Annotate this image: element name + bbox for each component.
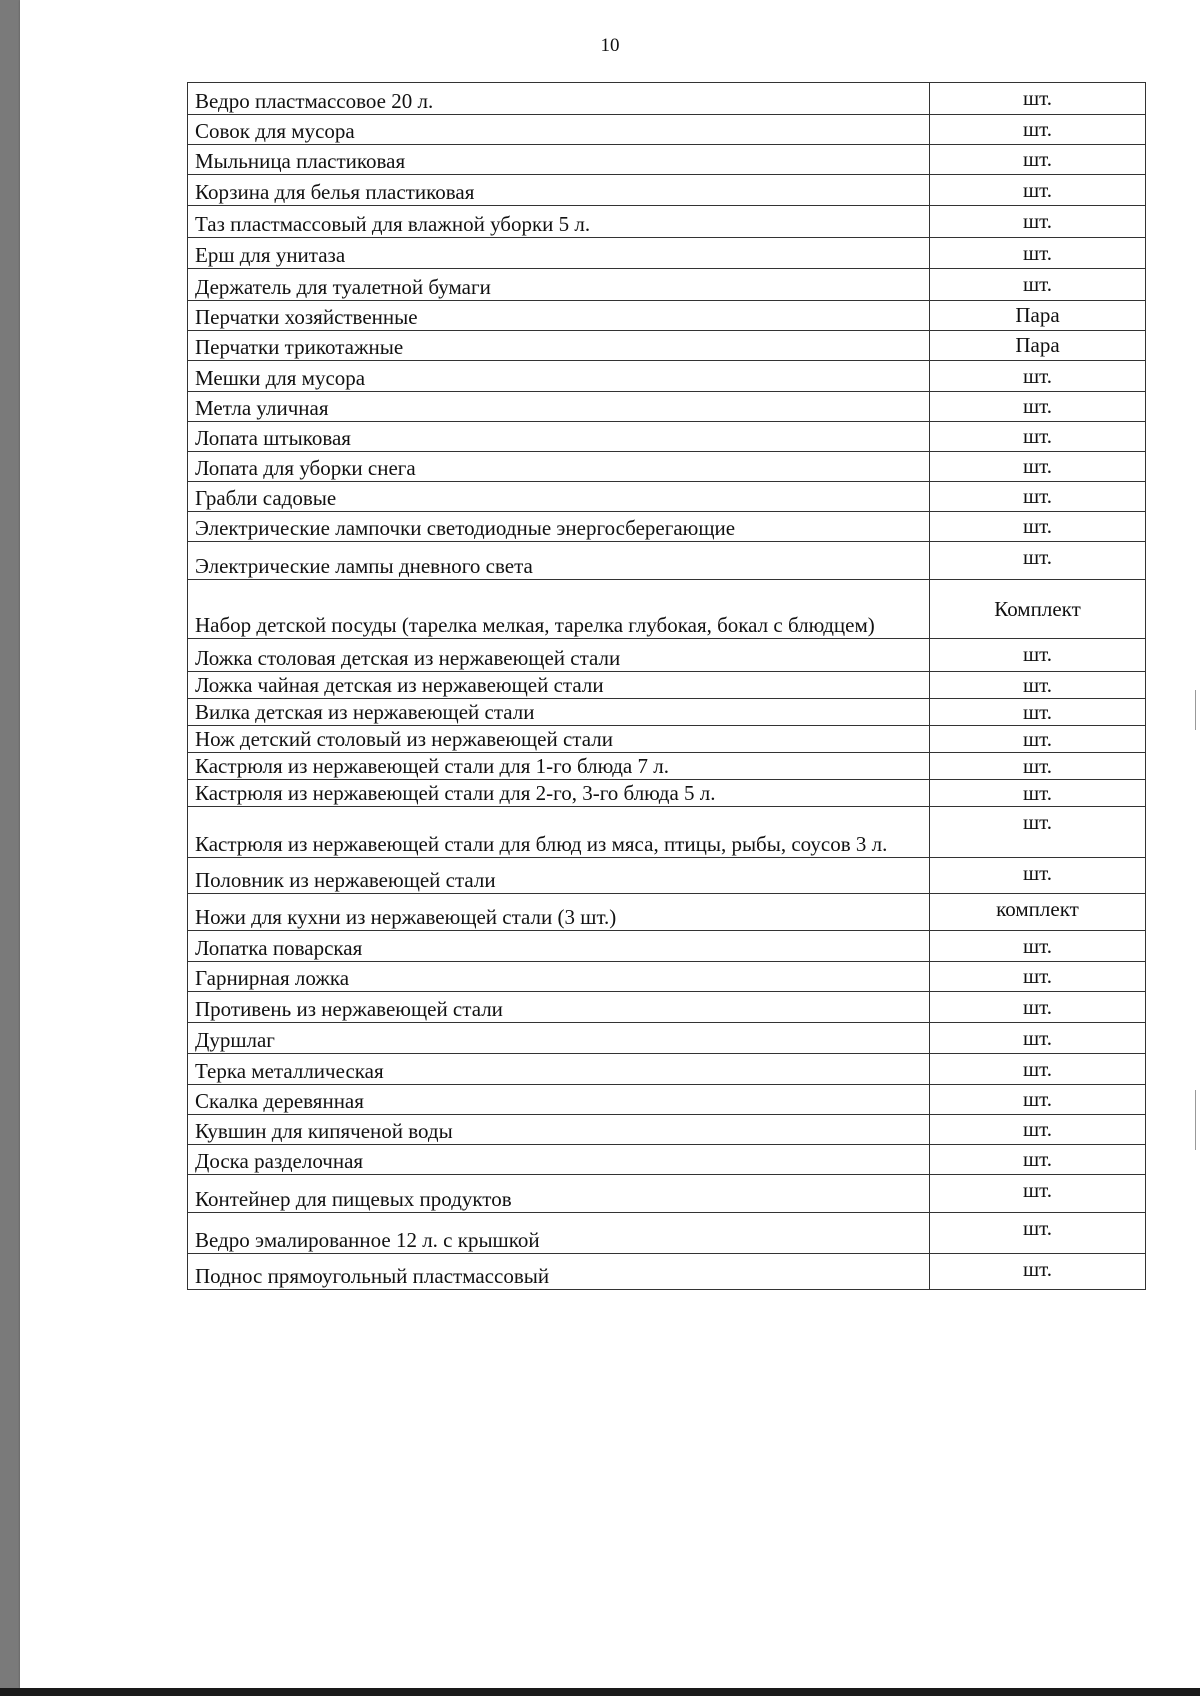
- item-name-cell: Кастрюля из нержавеющей стали для 1-го блюда 7 л.: [188, 753, 930, 780]
- item-name-cell: Гарнирная ложка: [188, 962, 930, 992]
- item-name-cell: Нож детский столовый из нержавеющей стали: [188, 726, 930, 753]
- item-name-cell: Вилка детская из нержавеющей стали: [188, 699, 930, 726]
- table-row: [188, 699, 1146, 726]
- table-row: [188, 361, 1146, 392]
- item-name-cell: Электрические лампочки светодиодные энергосберегающие: [188, 512, 930, 542]
- table-row: [188, 331, 1146, 361]
- item-unit-cell: шт.: [930, 699, 1146, 726]
- item-unit-cell: комплект: [930, 894, 1146, 931]
- table-row: [188, 301, 1146, 331]
- item-unit-cell: шт.: [930, 145, 1146, 175]
- item-unit-cell: Пара: [930, 301, 1146, 331]
- item-unit-cell: шт.: [930, 1085, 1146, 1115]
- item-name-cell: Электрические лампы дневного света: [188, 542, 930, 580]
- table-row: [188, 1213, 1146, 1254]
- item-unit-cell: шт.: [930, 1145, 1146, 1175]
- item-unit-cell: шт.: [930, 392, 1146, 422]
- item-name-cell: Мыльница пластиковая: [188, 145, 930, 175]
- items-table-body: [188, 83, 1146, 1290]
- item-name-cell: Ложка столовая детская из нержавеющей стали: [188, 639, 930, 672]
- document-page: [20, 0, 1200, 1688]
- table-row: [188, 992, 1146, 1023]
- item-name-cell: Ерш для унитаза: [188, 238, 930, 269]
- item-name-cell: Лопата для уборки снега: [188, 452, 930, 482]
- table-row: [188, 175, 1146, 206]
- table-row: [188, 145, 1146, 175]
- item-unit-cell: шт.: [930, 858, 1146, 894]
- item-name-cell: Набор детской посуды (тарелка мелкая, тарелка глубокая, бокал с блюдцем): [188, 580, 930, 639]
- table-row: [188, 1054, 1146, 1085]
- item-name-cell: Таз пластмассовый для влажной уборки 5 л.: [188, 206, 930, 238]
- table-row: [188, 1115, 1146, 1145]
- item-name-cell: Кастрюля из нержавеющей стали для 2-го, 3-го блюда 5 л.: [188, 780, 930, 807]
- table-row: [188, 753, 1146, 780]
- item-name-cell: Держатель для туалетной бумаги: [188, 269, 930, 301]
- item-unit-cell: шт.: [930, 482, 1146, 512]
- table-row: [188, 807, 1146, 858]
- table-row: [188, 238, 1146, 269]
- item-name-cell: Кувшин для кипяченой воды: [188, 1115, 930, 1145]
- item-name-cell: Поднос прямоугольный пластмассовый: [188, 1254, 930, 1290]
- table-row: [188, 639, 1146, 672]
- scan-edge-mark: [1195, 690, 1196, 730]
- table-row: [188, 1175, 1146, 1213]
- item-unit-cell: шт.: [930, 1254, 1146, 1290]
- item-name-cell: Ложка чайная детская из нержавеющей стали: [188, 672, 930, 699]
- item-unit-cell: шт.: [930, 361, 1146, 392]
- item-unit-cell: шт.: [930, 512, 1146, 542]
- item-unit-cell: шт.: [930, 206, 1146, 238]
- item-unit-cell: шт.: [930, 238, 1146, 269]
- item-name-cell: Дуршлаг: [188, 1023, 930, 1054]
- item-name-cell: Перчатки трикотажные: [188, 331, 930, 361]
- item-name-cell: Мешки для мусора: [188, 361, 930, 392]
- table-row: [188, 780, 1146, 807]
- item-unit-cell: шт.: [930, 1023, 1146, 1054]
- item-unit-cell: шт.: [930, 422, 1146, 452]
- item-name-cell: Контейнер для пищевых продуктов: [188, 1175, 930, 1213]
- item-unit-cell: шт.: [930, 753, 1146, 780]
- item-unit-cell: шт.: [930, 992, 1146, 1023]
- item-unit-cell: шт.: [930, 115, 1146, 145]
- table-row: [188, 1085, 1146, 1115]
- item-name-cell: Грабли садовые: [188, 482, 930, 512]
- item-unit-cell: шт.: [930, 452, 1146, 482]
- item-name-cell: Лопата штыковая: [188, 422, 930, 452]
- table-row: [188, 542, 1146, 580]
- item-unit-cell: шт.: [930, 726, 1146, 753]
- item-name-cell: Метла уличная: [188, 392, 930, 422]
- item-name-cell: Совок для мусора: [188, 115, 930, 145]
- page-bottom-edge: [0, 1688, 1200, 1696]
- item-unit-cell: шт.: [930, 269, 1146, 301]
- table-row: [188, 452, 1146, 482]
- table-row: [188, 512, 1146, 542]
- table-row: [188, 672, 1146, 699]
- item-unit-cell: шт.: [930, 1054, 1146, 1085]
- item-name-cell: Половник из нержавеющей стали: [188, 858, 930, 894]
- item-unit-cell: шт.: [930, 780, 1146, 807]
- item-name-cell: Противень из нержавеющей стали: [188, 992, 930, 1023]
- item-unit-cell: шт.: [930, 83, 1146, 115]
- item-unit-cell: шт.: [930, 962, 1146, 992]
- item-name-cell: Терка металлическая: [188, 1054, 930, 1085]
- table-row: [188, 482, 1146, 512]
- table-row: [188, 1145, 1146, 1175]
- item-name-cell: Корзина для белья пластиковая: [188, 175, 930, 206]
- table-row: [188, 1023, 1146, 1054]
- table-row: [188, 894, 1146, 931]
- page-number: 10: [600, 35, 620, 56]
- item-name-cell: Скалка деревянная: [188, 1085, 930, 1115]
- item-unit-cell: шт.: [930, 672, 1146, 699]
- item-unit-cell: шт.: [930, 639, 1146, 672]
- scan-edge-mark: [1195, 1090, 1196, 1150]
- item-unit-cell: шт.: [930, 931, 1146, 962]
- item-name-cell: Доска разделочная: [188, 1145, 930, 1175]
- table-row: [188, 726, 1146, 753]
- item-name-cell: Ножи для кухни из нержавеющей стали (3 шт.): [188, 894, 930, 931]
- table-row: [188, 931, 1146, 962]
- item-unit-cell: Комплект: [930, 580, 1146, 639]
- item-unit-cell: Пара: [930, 331, 1146, 361]
- item-unit-cell: шт.: [930, 1175, 1146, 1213]
- table-row: [188, 580, 1146, 639]
- table-row: [188, 206, 1146, 238]
- item-unit-cell: шт.: [930, 175, 1146, 206]
- item-name-cell: Ведро пластмассовое 20 л.: [188, 83, 930, 115]
- item-unit-cell: шт.: [930, 807, 1146, 858]
- items-table: [187, 82, 1146, 1290]
- table-row: [188, 392, 1146, 422]
- item-unit-cell: шт.: [930, 542, 1146, 580]
- table-row: [188, 269, 1146, 301]
- table-row: [188, 1254, 1146, 1290]
- item-unit-cell: шт.: [930, 1115, 1146, 1145]
- item-name-cell: Перчатки хозяйственные: [188, 301, 930, 331]
- table-row: [188, 115, 1146, 145]
- item-unit-cell: шт.: [930, 1213, 1146, 1254]
- table-row: [188, 858, 1146, 894]
- item-name-cell: Ведро эмалированное 12 л. с крышкой: [188, 1213, 930, 1254]
- table-row: [188, 962, 1146, 992]
- table-row: [188, 83, 1146, 115]
- item-name-cell: Лопатка поварская: [188, 931, 930, 962]
- item-name-cell: Кастрюля из нержавеющей стали для блюд из мяса, птицы, рыбы, соусов 3 л.: [188, 807, 930, 858]
- table-row: [188, 422, 1146, 452]
